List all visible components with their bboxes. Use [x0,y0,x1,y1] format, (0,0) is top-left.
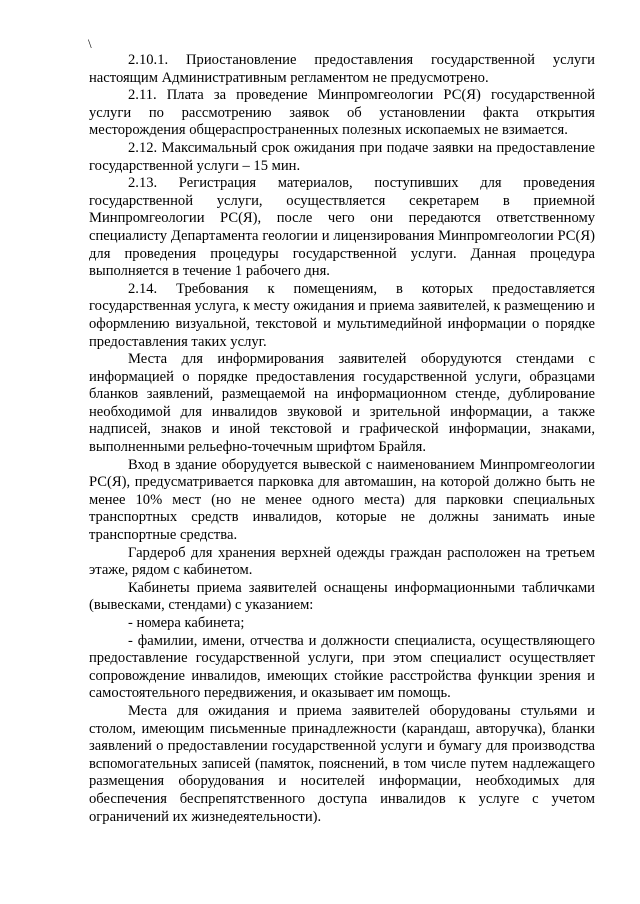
document-body [89,52,595,826]
list-item-specialist: - фамилии, имени, отчества и должности специалиста, осуществляющего предоставление государственной услуги, при этом специалист осуществляет сопровождение инвалидов, имеющих стойкие расстройства функции зрения и самостоятельного передвижения, и оказывает им помощь. [89,632,595,702]
paragraph-wardrobe: Гардероб для хранения верхней одежды граждан расположен на третьем этаже, рядом с кабинетом. [89,544,595,579]
corner-mark: \ [88,36,92,51]
paragraph-2-11: 2.11. Плата за проведение Минпромгеологии РС(Я) государственной услуги по рассмотрению заявок об установлении факта открытия месторождения общераспространенных полезных ископаемых не взимается. [89,87,595,139]
paragraph-2-14: 2.14. Требования к помещениям, в которых предоставляется государственная услуга, к месту ожидания и приема заявителей, к размещению и оформлению визуальной, текстовой и мультимедийной информации о порядке предоставления таких услуг. [89,280,595,350]
list-item-office-number: - номера кабинета; [128,615,245,631]
paragraph-information-places: Места для информирования заявителей оборудуются стендами с информацией о порядке предоставления государственной услуги, образцами бланков заявлений, размещаемой на информационном стенде, дублирование необходимой для инвалидов звуковой и зрительной информации, а также надписей, знаков и иной текстовой и графической информации, знаками, выполненными рельефно-точечным шрифтом Брайля. [89,351,595,456]
paragraph-2-13: 2.13. Регистрация материалов, поступивших для проведения государственной услуги, осуществляется секретарем в приемной Минпромгеологии РС(Я), после чего они передаются ответственному специалисту Департамента геологии и лицензирования Минпромгеологии РС(Я) для проведения процедуры государственной услуги. Данная процедура выполняется в течение 1 рабочего дня. [89,175,595,280]
paragraph-2-10-1: 2.10.1. Приостановление предоставления государственной услуги настоящим Административным регламентом не предусмотрено. [89,52,595,86]
paragraph-offices: Кабинеты приема заявителей оснащены информационными табличками (вывесками, стендами) с указанием: [89,579,595,614]
paragraph-2-12: 2.12. Максимальный срок ожидания при подаче заявки на предоставление государственной услуги – 15 мин. [89,139,595,174]
paragraph-waiting-places: Места для ожидания и приема заявителей оборудованы стульями и столом, имеющим письменные принадлежности (карандаш, авторучка), бланки заявлений о предоставлении государственной услуги и бумагу для производства вспомогательных записей (памяток, пояснений, в том числе путем надлежащего размещения оборудования и носителей информации, необходимых для обеспечения беспрепятственного доступа инвалидов к услуге с учетом ограничений их жизнедеятельности). [89,702,595,825]
paragraph-entrance: Вход в здание оборудуется вывеской с наименованием Минпромгеологии РС(Я), предусматривается парковка для автомашин, на которой должно быть не менее 10% мест (но не менее одного места) для парковки специальных транспортных средств инвалидов, которые не должны занимать иные транспортные средства. [89,456,595,544]
